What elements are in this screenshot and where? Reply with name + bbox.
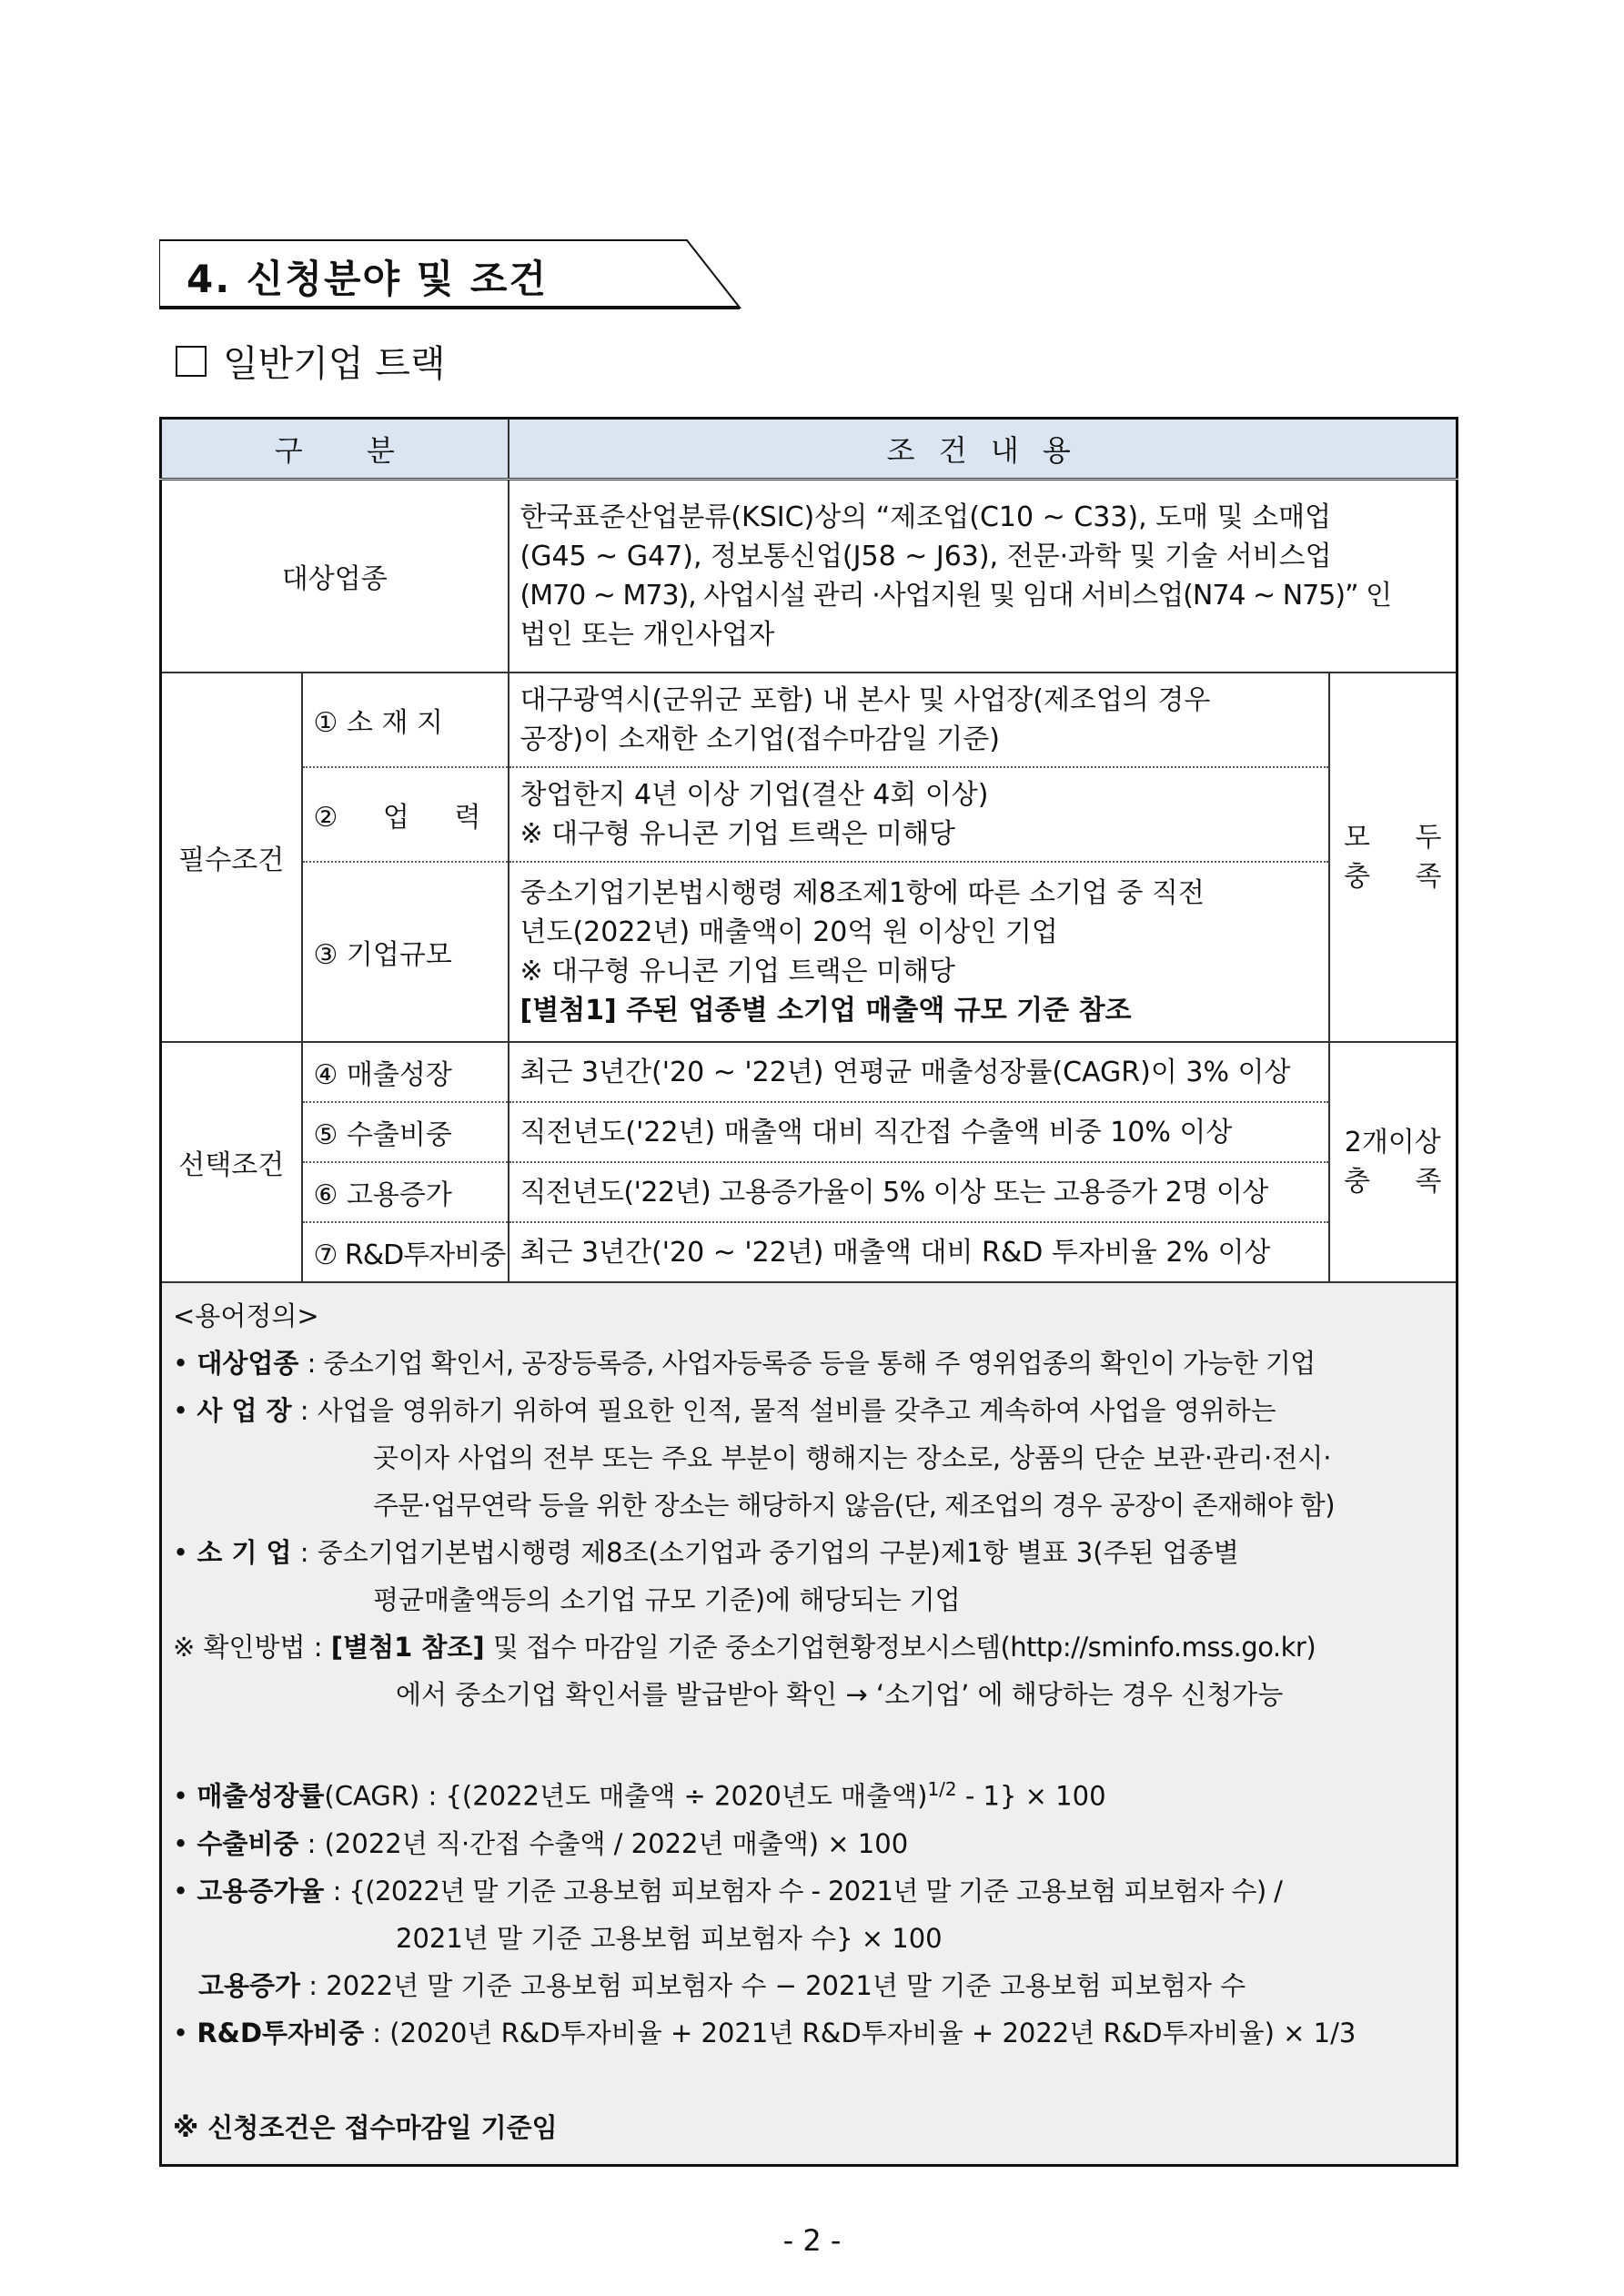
def-continuation: 평균매출액등의 소기업 규모 기준)에 해당되는 기업 xyxy=(373,1584,961,1615)
req-item-content xyxy=(509,673,1329,767)
formula-text: : (2022년 직·간접 수출액 / 2022년 매출액) × 100 xyxy=(307,1827,909,1859)
required-label: 필수조건 xyxy=(161,673,302,1042)
definitions-box xyxy=(161,1282,1458,2165)
opt-item-label: ⑦ R&D투자비중 xyxy=(302,1222,509,1282)
optional-note xyxy=(1329,1042,1458,1282)
formula-text: - 1} × 100 xyxy=(964,1780,1106,1812)
formula-item: • 고용증가율 : {(2022년 말 기준 고용보험 피보험자 수 - 2021년 말 기준 고용보험 피보험자 수) / xyxy=(173,1875,1283,1907)
table-row xyxy=(161,1102,1458,1162)
formula-continuation: 2021년 말 기준 고용보험 피보험자 수} × 100 xyxy=(396,1922,943,1954)
req-line: 중소기업기본법시행령 제8조제1항에 따른 소기업 중 직전 xyxy=(519,877,1205,909)
req-line-bold: [별첨1] 주된 업종별 소기업 매출액 규모 기준 참조 xyxy=(519,995,1132,1027)
industry-line: 한국표준산업분류(KSIC)상의 “제조업(C10 ~ C33), 도매 및 소매업 xyxy=(519,501,1332,533)
required-note-line: 충 족 xyxy=(1344,861,1442,893)
def-text: : 중소기업기본법시행령 제8조(소기업과 중기업의 구분)제1항 별표 3(주된 업종별 xyxy=(299,1537,1239,1568)
formula-text: : {(2022년 말 기준 고용보험 피보험자 수 - 2021년 말 기준 고용보험 피보험자 수) / xyxy=(332,1875,1283,1907)
definition-item: • 사 업 장 : 사업을 영위하기 위하여 필요한 인적, 물적 설비를 갖추고 계속하여 사업을 영위하는 xyxy=(173,1395,1276,1426)
table-row xyxy=(161,1222,1458,1282)
check-method xyxy=(173,1623,1445,1671)
formula-term: 매출성장률 xyxy=(197,1780,325,1812)
req-line: ※ 대구형 유니콘 기업 트랙은 미해당 xyxy=(519,956,956,987)
required-note-line: 모 두 xyxy=(1344,822,1442,854)
definitions-row xyxy=(161,1282,1458,2165)
definition-item: • 소 기 업 : 중소기업기본법시행령 제8조(소기업과 중기업의 구분)제1항 별표 3(주된 업종별 xyxy=(173,1537,1239,1568)
table-row xyxy=(161,862,1458,1042)
req-line: ※ 대구형 유니콘 기업 트랙은 미해당 xyxy=(519,818,956,850)
req-item-label: ② 업 력 xyxy=(302,767,509,862)
opt-item-label: ⑤ 수출비중 xyxy=(302,1102,509,1162)
formula-item: • R&D투자비중 : (2020년 R&D투자비율 + 2021년 R&D투자비율 + 2022년 R&D투자비율) × 1/3 xyxy=(173,2017,1357,2048)
table-row xyxy=(161,1042,1458,1102)
opt-item-label: ⑥ 고용증가 xyxy=(302,1162,509,1222)
formula-term: 수출비중 xyxy=(197,1827,299,1859)
table-row xyxy=(161,767,1458,862)
header-content: 조 건 내 용 xyxy=(509,419,1458,480)
section-title: 4. 신청분야 및 조건 xyxy=(187,257,549,301)
industry-label: 대상업종 xyxy=(161,480,509,673)
definition-item: • 대상업종 : 중소기업 확인서, 공장등록증, 사업자등록증 등을 통해 주 영위업종의 확인이 가능한 기업 xyxy=(173,1348,1316,1379)
req-line: 공장)이 소재한 소기업(접수마감일 기준) xyxy=(519,723,1000,755)
page-number: - 2 - xyxy=(782,2223,842,2258)
formula-term: 고용증가 xyxy=(198,1969,301,2001)
footer-note: ※ 신청조건은 접수마감일 기준임 xyxy=(173,2111,558,2143)
conditions-table xyxy=(159,417,1458,2167)
table-header-row xyxy=(161,419,1458,480)
track-heading xyxy=(176,335,446,387)
formula-item xyxy=(173,1962,1445,2009)
opt-item-label: ④ 매출성장 xyxy=(302,1042,509,1102)
table-row xyxy=(161,1162,1458,1222)
checkbox-icon xyxy=(176,346,207,377)
track-title: 일반기업 트랙 xyxy=(223,343,446,385)
check-continuation: 에서 중소기업 확인서를 발급받아 확인 → ‘소기업’ 에 해당하는 경우 신청가능 xyxy=(396,1679,1284,1710)
check-text: 및 접수 마감일 기준 중소기업현황정보시스템(http://sminfo.mss.go.kr) xyxy=(492,1632,1316,1663)
formula-superscript: 1/2 xyxy=(927,1778,957,1800)
opt-item-content: 직전년도('22년) 매출액 대비 직간접 수출액 비중 10% 이상 xyxy=(509,1102,1329,1162)
req-line: 년도(2022년) 매출액이 20억 원 이상인 기업 xyxy=(519,916,1058,948)
opt-item-content: 최근 3년간('20 ~ '22년) 매출액 대비 R&D 투자비율 2% 이상 xyxy=(509,1222,1329,1282)
industry-line: (G45 ~ G47), 정보통신업(J58 ~ J63), 전문·과학 및 기술 서비스업 xyxy=(519,541,1332,572)
req-line: 창업한지 4년 이상 기업(결산 4회 이상) xyxy=(519,779,989,811)
formula-text: : (2020년 R&D투자비율 + 2021년 R&D투자비율 + 2022년 R&D투자비율) × 1/3 xyxy=(372,2017,1357,2048)
industry-line: 법인 또는 개인사업자 xyxy=(519,619,775,651)
def-text: : 중소기업 확인서, 공장등록증, 사업자등록증 등을 통해 주 영위업종의 확인이 가능한 기업 xyxy=(307,1348,1316,1379)
formula-text: (CAGR) : {(2022년도 매출액 ÷ 2020년도 매출액) xyxy=(324,1780,928,1812)
definitions-title: <용어정의> xyxy=(173,1300,319,1331)
req-item-label: ③ 기업규모 xyxy=(302,862,509,1042)
opt-item-content: 최근 3년간('20 ~ '22년) 연평균 매출성장률(CAGR)이 3% 이상 xyxy=(509,1042,1329,1102)
def-continuation: 곳이자 사업의 전부 또는 주요 부분이 행해지는 장소로, 상품의 단순 보관·관리·전시· xyxy=(373,1442,1332,1473)
req-item-label: ① 소 재 지 xyxy=(302,673,509,767)
def-text: : 사업을 영위하기 위하여 필요한 인적, 물적 설비를 갖추고 계속하여 사업을 영위하는 xyxy=(299,1395,1276,1426)
def-term: 사 업 장 xyxy=(197,1395,292,1426)
check-ref: [별첨1 참조] xyxy=(330,1632,485,1663)
industry-content xyxy=(509,480,1458,673)
check-prefix: ※ 확인방법 : xyxy=(173,1632,323,1663)
formula-item: • 매출성장률(CAGR) : {(2022년도 매출액 ÷ 2020년도 매출액)$^{1/2}$ - 1} × 100 xyxy=(173,1778,1106,1812)
table-row xyxy=(161,673,1458,767)
formula-text: : 2022년 말 기준 고용보험 피보험자 수 − 2021년 말 기준 고용보험 피보험자 수 xyxy=(308,1969,1246,2001)
req-line: 대구광역시(군위군 포함) 내 본사 및 사업장(제조업의 경우 xyxy=(519,684,1211,716)
def-continuation: 주문·업무연락 등을 위한 장소는 해당하지 않음(단, 제조업의 경우 공장이 존재해야 함) xyxy=(373,1490,1335,1521)
required-note xyxy=(1329,673,1458,1042)
def-term: 대상업종 xyxy=(197,1348,299,1379)
formula-term: R&D투자비중 xyxy=(197,2017,365,2048)
req-item-content xyxy=(509,767,1329,862)
formula-term: 고용증가율 xyxy=(197,1875,325,1907)
formula-item: • 수출비중 : (2022년 직·간접 수출액 / 2022년 매출액) × 100 xyxy=(173,1827,909,1859)
table-row xyxy=(161,480,1458,673)
industry-line: (M70 ~ M73), 사업시설 관리 ·사업지원 및 임대 서비스업(N74 ~ N75)” 인 xyxy=(519,580,1392,612)
optional-note-line: 2개이상 xyxy=(1344,1127,1441,1158)
section-title-box xyxy=(159,238,741,311)
optional-label: 선택조건 xyxy=(161,1042,302,1282)
req-item-content xyxy=(509,862,1329,1042)
def-term: 소 기 업 xyxy=(197,1537,292,1568)
header-category: 구 분 xyxy=(161,419,509,480)
opt-item-content: 직전년도('22년) 고용증가율이 5% 이상 또는 고용증가 2명 이상 xyxy=(509,1162,1329,1222)
optional-note-line: 충 족 xyxy=(1344,1166,1442,1198)
